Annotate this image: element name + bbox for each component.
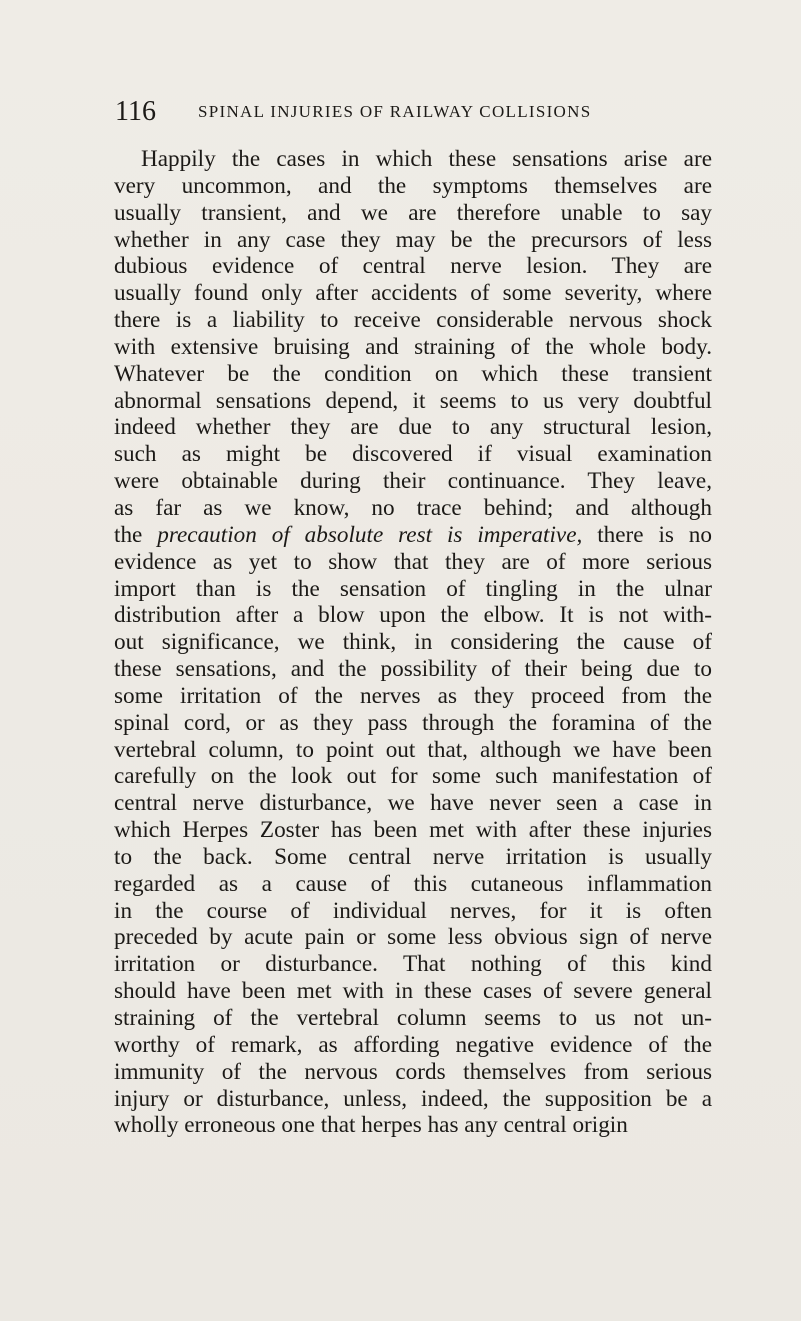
text-line: indeed whether they are due to any structural lesion,	[114, 414, 712, 441]
text-line: which Herpes Zoster has been met with after these injuries	[114, 817, 712, 844]
text-line: carefully on the look out for some such manifestation of	[114, 763, 712, 790]
text-line: usually found only after accidents of some severity, where	[114, 280, 712, 307]
text-line: to the back. Some central nerve irritation is usually	[114, 843, 712, 870]
text-line: regarded as a cause of this cutaneous inflammation	[114, 870, 712, 897]
text-line: Happily the cases in which these sensations arise are	[141, 146, 712, 172]
body-paragraph	[114, 146, 712, 1139]
text-line: injury or disturbance, unless, indeed, the supposition be a	[114, 1085, 712, 1112]
text-line: spinal cord, or as they pass through the foramina of the	[114, 709, 712, 736]
text-line: in the course of individual nerves, for it is often	[114, 897, 712, 924]
text-fragment: the	[114, 521, 158, 548]
text-line: worthy of remark, as affording negative evidence of the	[114, 1031, 712, 1058]
text-line: usually transient, and we are therefore unable to say	[114, 199, 712, 226]
running-head	[115, 94, 715, 130]
text-line: such as might be discovered if visual examination	[114, 441, 712, 468]
text-line: these sensations, and the possibility of their being due to	[114, 656, 712, 683]
text-line: immunity of the nervous cords themselves from serious	[114, 1058, 712, 1085]
text-line: import than is the sensation of tingling in the ulnar	[114, 575, 712, 602]
text-line: irritation or disturbance. That nothing of this kind	[114, 951, 712, 978]
text-line: wholly erroneous one that herpes has any central origin	[114, 1112, 628, 1139]
text-line-italic	[114, 522, 712, 549]
text-line: vertebral column, to point out that, although we have been	[114, 736, 712, 763]
text-line: there is a liability to receive considerable nervous shock	[114, 307, 712, 334]
text-line: as far as we know, no trace behind; and although	[114, 494, 712, 521]
running-title: SPINAL INJURIES OF RAILWAY COLLISIONS	[198, 102, 592, 121]
text-line: some irritation of the nerves as they proceed from the	[114, 682, 712, 709]
text-line: preceded by acute pain or some less obvious sign of nerve	[114, 924, 712, 951]
text-fragment: there is no	[582, 521, 712, 548]
text-line: abnormal sensations depend, it seems to us very doubtful	[114, 387, 712, 414]
text-line: evidence as yet to show that they are of more serious	[114, 548, 712, 575]
text-line: very uncommon, and the symptoms themselves are	[114, 172, 712, 199]
text-line: dubious evidence of central nerve lesion. They are	[114, 253, 712, 280]
text-line: should have been met with in these cases of severe general	[114, 978, 712, 1005]
text-line: were obtainable during their continuance. They leave,	[114, 468, 712, 495]
text-line: Whatever be the condition on which these transient	[114, 360, 712, 387]
text-line: whether in any case they may be the precursors of less	[114, 226, 712, 253]
italic-phrase: precaution of absolute rest is imperative,	[157, 521, 583, 548]
text-line: central nerve disturbance, we have never seen a case in	[114, 790, 712, 817]
page-number: 116	[115, 96, 156, 127]
text-line: distribution after a blow upon the elbow. It is not with-	[114, 602, 712, 629]
text-line: with extensive bruising and straining of the whole body.	[114, 333, 712, 360]
text-line: straining of the vertebral column seems to us not un-	[114, 1005, 712, 1031]
text-line: out significance, we think, in considering the cause of	[114, 629, 712, 656]
